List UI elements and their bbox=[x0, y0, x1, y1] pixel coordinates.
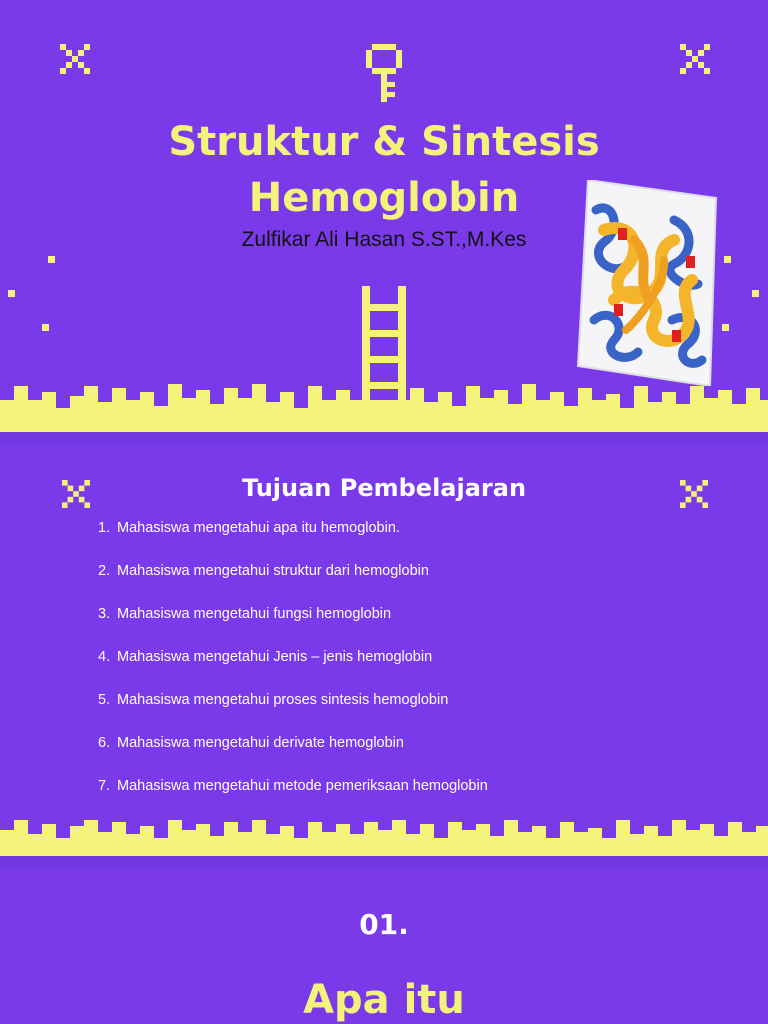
pixel-skyline bbox=[0, 380, 768, 432]
section-slide bbox=[0, 868, 768, 1024]
section-heading: Tujuan Pembelajaran bbox=[241, 474, 527, 502]
title-line-2: Hemoglobin bbox=[248, 175, 520, 221]
item-number: 2. bbox=[98, 563, 111, 579]
item-number: 7. bbox=[98, 778, 111, 794]
item-text: Mahasiswa mengetahui apa itu hemoglobin. bbox=[117, 520, 400, 536]
section-number: 01. bbox=[359, 908, 409, 941]
list-item bbox=[98, 692, 488, 735]
objectives-slide bbox=[0, 444, 768, 856]
item-text: Mahasiswa mengetahui derivate hemoglobin bbox=[117, 735, 404, 751]
item-number: 5. bbox=[98, 692, 111, 708]
item-text: Mahasiswa mengetahui metode pemeriksaan hemoglobin bbox=[117, 778, 488, 794]
sparkle-icon bbox=[60, 44, 90, 74]
section-title: Apa itu bbox=[303, 977, 465, 1023]
slide-divider bbox=[0, 856, 768, 868]
list-item bbox=[98, 649, 488, 692]
item-number: 1. bbox=[98, 520, 111, 536]
decor-pixel bbox=[48, 256, 55, 263]
title-line-1: Struktur & Sintesis bbox=[168, 119, 600, 165]
objectives-list bbox=[98, 520, 488, 821]
item-number: 3. bbox=[98, 606, 111, 622]
slide-divider bbox=[0, 432, 768, 444]
title-slide bbox=[0, 0, 768, 432]
sparkle-icon bbox=[680, 44, 710, 74]
list-item bbox=[98, 778, 488, 821]
list-item bbox=[98, 563, 488, 606]
author-name: Zulfikar Ali Hasan S.ST.,M.Kes bbox=[241, 228, 527, 251]
list-item bbox=[98, 735, 488, 778]
key-icon bbox=[366, 44, 402, 102]
item-number: 6. bbox=[98, 735, 111, 751]
item-text: Mahasiswa mengetahui Jenis – jenis hemoglobin bbox=[117, 649, 433, 665]
decor-pixel bbox=[8, 290, 15, 297]
list-item bbox=[98, 520, 488, 563]
item-number: 4. bbox=[98, 649, 111, 665]
item-text: Mahasiswa mengetahui fungsi hemoglobin bbox=[117, 606, 392, 622]
decor-pixel bbox=[42, 324, 49, 331]
hemoglobin-molecule-icon bbox=[574, 180, 720, 386]
decor-pixel bbox=[724, 256, 731, 263]
decor-pixel bbox=[752, 290, 759, 297]
decor-pixel bbox=[722, 324, 729, 331]
pixel-skyline bbox=[0, 816, 768, 856]
item-text: Mahasiswa mengetahui struktur dari hemoglobin bbox=[117, 563, 429, 579]
list-item bbox=[98, 606, 488, 649]
item-text: Mahasiswa mengetahui proses sintesis hemoglobin bbox=[117, 692, 449, 708]
